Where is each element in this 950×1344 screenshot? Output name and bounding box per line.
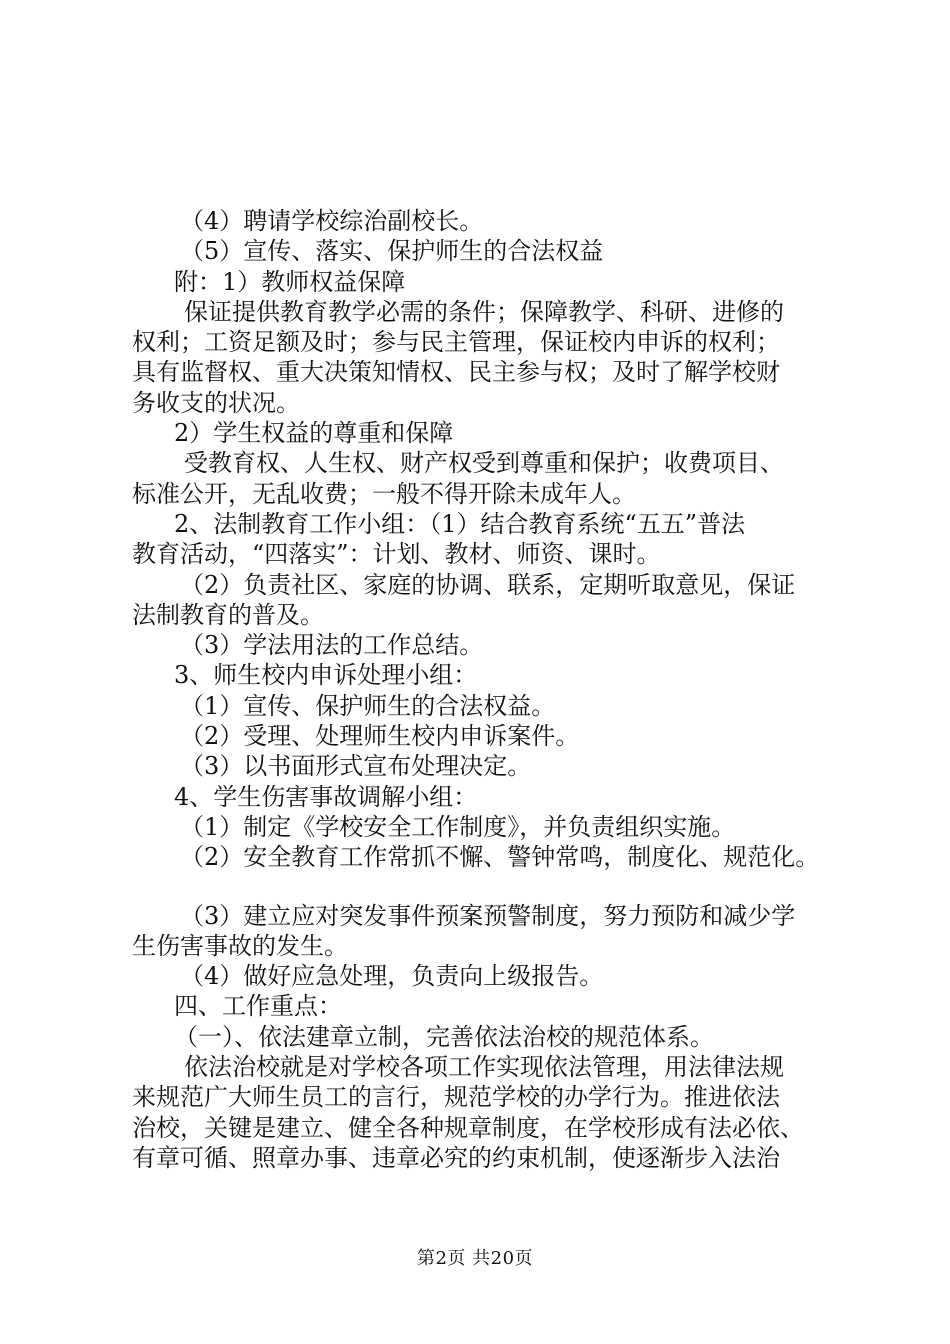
text-line: （4）做好应急处理，负责向上级报告。 [180, 962, 604, 991]
text-line: （1）宣传、保护师生的合法权益。 [180, 691, 556, 720]
text-line: 受教育权、人生权、财产权受到尊重和保护；收费项目、 [184, 449, 784, 478]
text-line: 有章可循、照章办事、违章必究的约束机制，使逐渐步入法治 [132, 1143, 780, 1172]
text-line: 生伤害事故的发生。 [132, 931, 348, 960]
document-body [132, 206, 832, 1173]
text-line: （2）负责社区、家庭的协调、联系，定期听取意见，保证 [180, 570, 796, 599]
text-line: 务收支的状况。 [132, 388, 300, 417]
text-line: 标准公开，无乱收费；一般不得开除未成年人。 [132, 479, 636, 508]
text-line: （3）建立应对突发事件预案预警制度，努力预防和减少学 [180, 901, 796, 930]
text-line: （一）、依法建章立制，完善依法治校的规范体系。 [174, 1022, 714, 1051]
text-line: （3）学法用法的工作总结。 [180, 631, 484, 660]
text-line: （2）安全教育工作常抓不懈、警钟常鸣，制度化、规范化。 [180, 843, 820, 872]
text-line: 治校，关键是建立、健全各种规章制度，在学校形成有法必依、 [132, 1113, 804, 1142]
text-line: 2）学生权益的尊重和保障 [174, 419, 454, 448]
text-line: 保证提供教育教学必需的条件；保障教学、科研、进修的 [184, 297, 784, 326]
text-line: 具有监督权、重大决策知情权、民主参与权；及时了解学校财 [132, 358, 780, 387]
text-line: （2）受理、处理师生校内申诉案件。 [180, 722, 580, 751]
text-line: 法制教育的普及。 [132, 600, 324, 629]
text-line: 2、法制教育工作小组：（1）结合教育系统“五五”普法 [174, 509, 746, 538]
paragraph-gap [132, 873, 832, 901]
text-line: （4）聘请学校综治副校长。 [180, 207, 484, 235]
text-line: 四、工作重点： [174, 992, 342, 1021]
text-line: 来规范广大师生员工的言行，规范学校的办学行为。推进依法 [132, 1083, 780, 1112]
text-line: 依法治校就是对学校各项工作实现依法管理，用法律法规 [184, 1053, 784, 1082]
text-line: 3、师生校内申诉处理小组： [174, 661, 478, 690]
text-line: 4、学生伤害事故调解小组： [174, 782, 478, 811]
text-line: （3）以书面形式宣布处理决定。 [180, 752, 532, 781]
text-line: 权利；工资足额及时；参与民主管理，保证校内申诉的权利； [132, 328, 780, 357]
text-line: （5）宣传、落实、保护师生的合法权益 [180, 237, 604, 266]
text-line: 教育活动，“四落实”：计划、教材、师资、课时。 [132, 540, 661, 569]
text-line: 附：1）教师权益保障 [174, 267, 406, 296]
page-footer: 第2页 共20页 [416, 1248, 534, 1269]
text-line: （1）制定《学校安全工作制度》，并负责组织实施。 [180, 812, 736, 841]
